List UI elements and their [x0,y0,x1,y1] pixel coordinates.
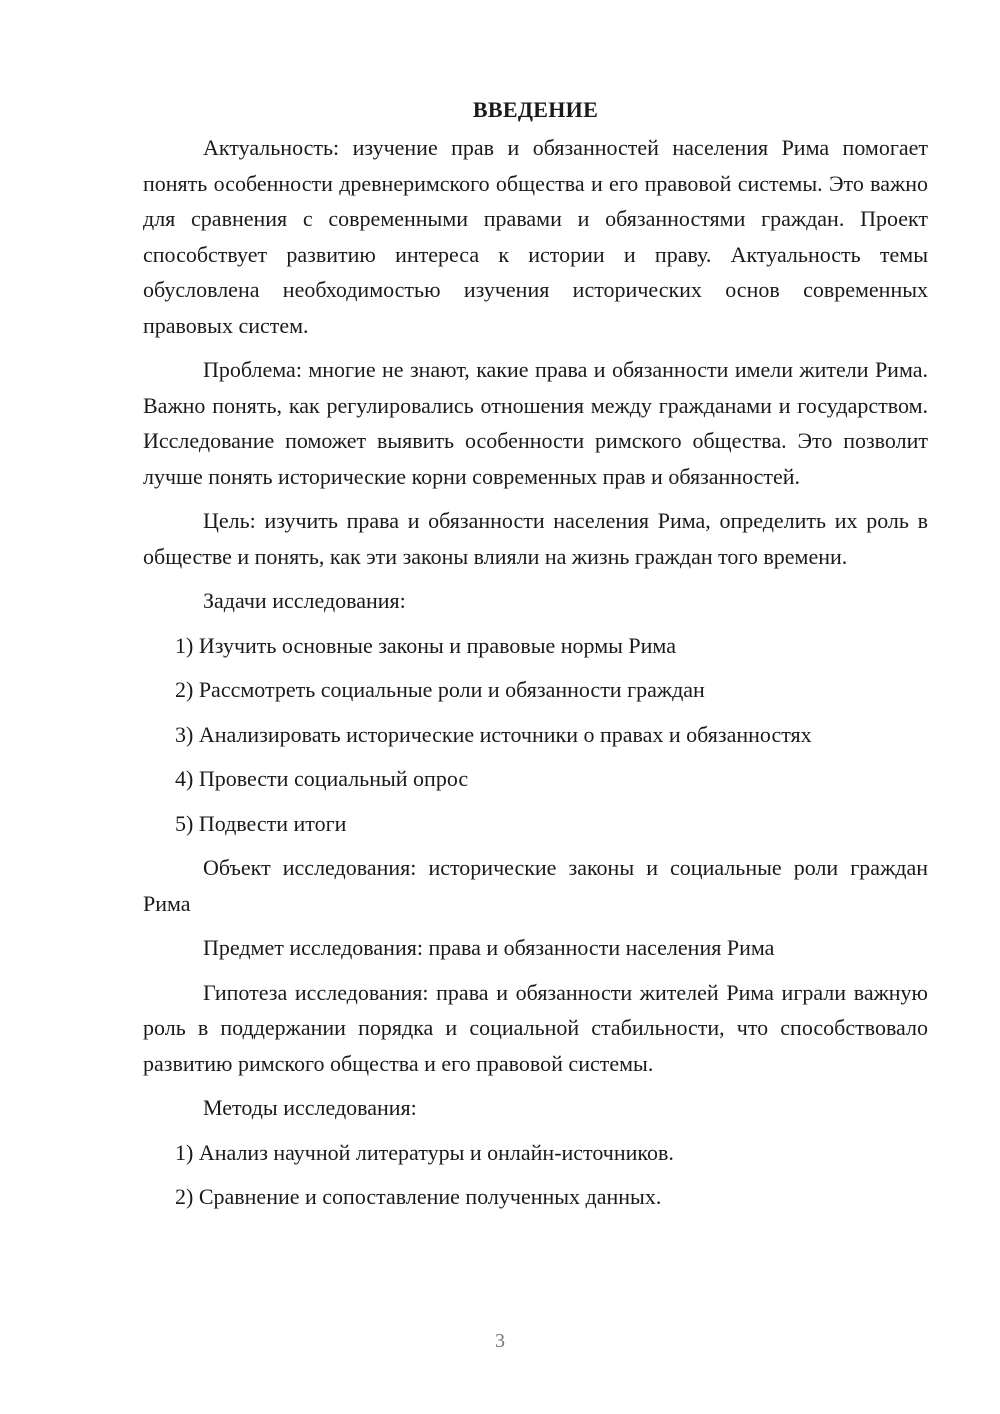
page-number: 3 [495,1330,505,1352]
task-item: 5) Подвести итоги [175,810,347,836]
relevance-paragraph: Актуальность: изучение прав и обязанностей населения Рима помогает понять особенности древнеримского общества и его правовой системы. Это важно для сравнения с современными правами и обязанностями граждан. Проект способствует развитию интереса к истории и праву. Актуальность темы обусловлена необходимостью изучения исторических основ современных правовых систем. [143,135,928,338]
task-item: 3) Анализировать исторические источники о правах и обязанностях [175,721,812,747]
subject-paragraph: Предмет исследования: права и обязанности населения Рима [203,935,775,960]
task-item: 4) Провести социальный опрос [175,766,469,791]
method-item: 2) Сравнение и сопоставление полученных данных. [175,1184,662,1209]
goal-paragraph: Цель: изучить права и обязанности населения Рима, определить их роль в обществе и понять, как эти законы влияли на жизнь граждан того времени. [143,508,928,569]
page-title: ВВЕДЕНИЕ [472,97,599,122]
task-item: 2) Рассмотреть социальные роли и обязанности граждан [175,677,705,702]
object-paragraph: Объект исследования: исторические законы и социальные роли граждан Рима [143,855,928,916]
hypothesis-paragraph: Гипотеза исследования: права и обязанности жителей Рима играли важную роль в поддержании порядка и социальной стабильности, что способствовало развитию римского общества и его правовой системы. [143,979,928,1076]
tasks-heading: Задачи исследования: [203,588,406,613]
methods-heading: Методы исследования: [203,1095,417,1120]
document-page [143,92,928,1215]
task-item: 1) Изучить основные законы и правовые нормы Рима [175,632,676,658]
problem-paragraph: Проблема: многие не знают, какие права и обязанности имели жители Рима. Важно понять, как регулировались отношения между гражданами и государством. Исследование поможет выявить особенности римского общества. Это позволит лучше понять исторические корни современных прав и обязанностей. [143,357,928,489]
method-item: 1) Анализ научной литературы и онлайн-источников. [175,1139,674,1165]
